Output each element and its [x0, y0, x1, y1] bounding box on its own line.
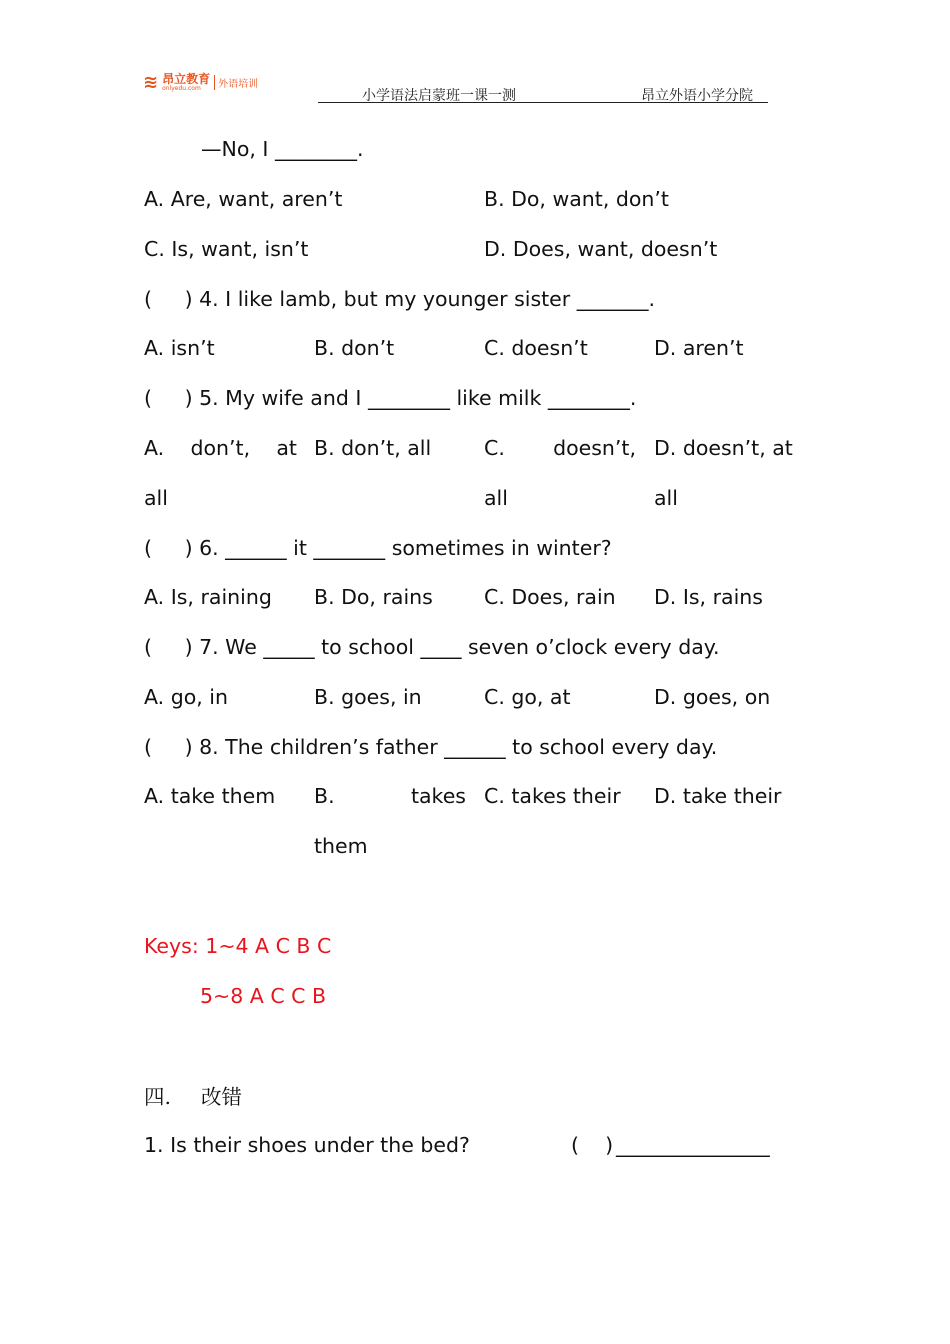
s4-q1-answer-paren: ( ) — [571, 1133, 614, 1157]
q3-option-c: C. Is, want, isn’t — [144, 237, 309, 261]
q8-option-b — [314, 783, 466, 809]
q5-c-part: C. — [484, 436, 505, 460]
q8-option-a: A. take them — [144, 784, 276, 808]
logo-sub: 外语培训 — [214, 75, 258, 90]
q3-tail: —No, I ________. — [201, 137, 364, 161]
q4-option-a: A. isn’t — [144, 336, 215, 360]
q5-a-part: A. — [144, 436, 165, 460]
q8-b-part: takes — [410, 784, 466, 808]
s4-q1-text: 1. Is their shoes under the bed? — [144, 1133, 470, 1157]
q5-option-c — [484, 435, 636, 461]
q5-a-part: at — [276, 436, 297, 460]
section-4-number: 四. — [144, 1085, 172, 1109]
q4-option-d: D. aren’t — [654, 336, 744, 360]
q7-option-b: B. goes, in — [314, 685, 422, 709]
q8-option-c: C. takes their — [484, 784, 621, 808]
q7-option-c: C. go, at — [484, 685, 571, 709]
header-school: 昂立外语小学分院 — [641, 88, 753, 104]
q5-option-d: D. doesn’t, at — [654, 436, 793, 460]
q4-text: ( ) 4. I like lamb, but my younger sister _______. — [144, 287, 655, 311]
q3-option-b: B. Do, want, don’t — [484, 187, 669, 211]
section-4-title: 改错 — [201, 1085, 242, 1109]
q5-option-a — [144, 435, 297, 461]
s4-q1-answer-blank: _______________ — [616, 1133, 770, 1157]
q5-text: ( ) 5. My wife and I ________ like milk ________. — [144, 386, 637, 410]
q3-option-d: D. Does, want, doesn’t — [484, 237, 718, 261]
q4-option-b: B. don’t — [314, 336, 395, 360]
q8-option-b-cont: them — [314, 834, 368, 858]
q8-option-d: D. take their — [654, 784, 782, 808]
q7-text: ( ) 7. We _____ to school ____ seven o’clock every day. — [144, 635, 720, 659]
q6-option-c: C. Does, rain — [484, 585, 616, 609]
q5-a-part: don’t, — [190, 436, 251, 460]
q8-text: ( ) 8. The children’s father ______ to school every day. — [144, 735, 718, 759]
q5-option-a-cont: all — [144, 486, 168, 510]
logo-mark-icon: ≋ — [143, 72, 159, 93]
logo-name: 昂立教育 — [162, 72, 211, 86]
q7-option-a: A. go, in — [144, 685, 228, 709]
q6-option-d: D. Is, rains — [654, 585, 763, 609]
header-title: 小学语法启蒙班一课一测 — [362, 88, 516, 104]
q7-option-d: D. goes, on — [654, 685, 771, 709]
logo — [143, 72, 258, 93]
q5-option-b: B. don’t, all — [314, 436, 432, 460]
q5-c-part: doesn’t, — [553, 436, 636, 460]
q6-option-b: B. Do, rains — [314, 585, 433, 609]
q8-b-part: B. — [314, 784, 335, 808]
q5-option-d-cont: all — [654, 486, 678, 510]
keys-line-2: 5~8 A C C B — [200, 984, 327, 1008]
q3-option-a: A. Are, want, aren’t — [144, 187, 343, 211]
q5-option-c-cont: all — [484, 486, 508, 510]
q6-text: ( ) 6. ______ it _______ sometimes in winter? — [144, 536, 612, 560]
q6-option-a: A. Is, raining — [144, 585, 272, 609]
logo-url: onlyedu.com — [162, 85, 201, 92]
q4-option-c: C. doesn’t — [484, 336, 588, 360]
keys-line-1: Keys: 1~4 A C B C — [144, 934, 332, 958]
